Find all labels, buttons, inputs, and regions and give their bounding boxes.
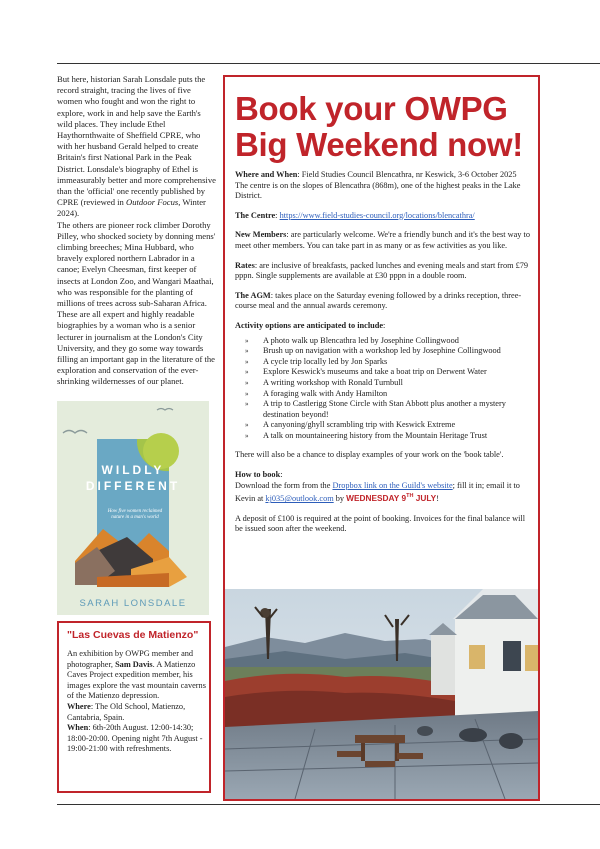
dropbox-link[interactable]: Dropbox link on the Guild's website: [332, 480, 453, 490]
book-title-line-2: DIFFERENT: [85, 479, 181, 493]
deposit-note: A deposit of £100 is required at the point of booking. Invoices for the final balance will be issued soon after the weekend.: [235, 513, 526, 534]
photographer-name: Sam Davis: [115, 659, 153, 669]
exhibition-intro: An exhibition by OWPG member and photographer, Sam Davis. A Matienzo Caves Project expedition member, his images explore the vast mountain caverns of the Matienzo depression.: [67, 649, 206, 701]
list-item: » A canyoning/ghyll scrambling trip with Keswick Extreme: [245, 420, 456, 430]
list-item: » A cycle trip locally led by Jon Sparks: [245, 356, 388, 366]
centre-link[interactable]: https://www.field-studies-council.org/locations/blencathra/: [279, 210, 475, 220]
list-item: » A photo walk up Blencathra led by Josephine Collingwood: [245, 335, 459, 345]
article-text: [57, 74, 217, 388]
how-to-book-paragraph: How to book: Download the form from the Dropbox link on the Guild's website; fill it in; email it to Kevin at kj035@outlook.com by WEDNESDAY 9TH JULY!: [235, 470, 520, 504]
publication-title: Outdoor Focus: [125, 197, 179, 208]
big-weekend-content: [235, 170, 531, 544]
big-weekend-box: [223, 75, 540, 801]
bullet-icon: »: [245, 421, 249, 430]
book-subtitle: How five women reclaimed nature in a man's world: [107, 509, 163, 520]
bullet-icon: »: [245, 347, 249, 356]
book-cover-image: [57, 401, 209, 615]
bullet-icon: »: [245, 378, 249, 387]
article-paragraph-2: The others are pioneer rock climber Dorothy Pilley, who shocked society by donning mens' climbing breeches; Mina Hubbard, who bravely explored northern Labrador in a canoe; Evelyn Cheesman, first keeper of insects at London Zoo, and Wangari Maathai, who was responsible for the planting of millions of trees across sub-Saharan Africa.: [57, 219, 216, 309]
bullet-icon: »: [245, 431, 249, 440]
exhibition-when: When: 6th-20th August. 12:00-14:30; 18:00-20:00. Opening night 7th August - 19:00-21:00 with refreshments.: [67, 723, 203, 754]
list-item: » Brush up on navigation with a workshop led by Josephine Collingwood: [245, 346, 501, 356]
list-item: » Explore Keswick's museums and take a boat trip on Derwent Water: [245, 367, 487, 377]
book-title-line-1: WILDLY: [101, 463, 165, 477]
article-paragraph-3: These are all expert and highly readable biographies by a woman who is a senior lecturer in journalism at the London's City University, and they go some way towards filling an important gap in the literature of the exploration and conservation of the ever-shrinking wildernesses of our planet.: [57, 309, 215, 387]
list-item: » A foraging walk with Andy Hamilton: [245, 388, 388, 398]
book-cover-art: [57, 401, 209, 615]
headline-line-1: Book your OWPG: [235, 90, 508, 127]
bottom-rule: [57, 804, 600, 805]
email-link[interactable]: kj035@outlook.com: [265, 494, 334, 504]
book-author: SARAH LONSDALE: [79, 598, 187, 609]
article-paragraph-1: But here, historian Sarah Lonsdale puts the record straight, tracing the lives of five women who fought and won the right to explore, work in and help save the Earth's wild places. They include Ethel Haythornthwaite of Sheffield CPRE, who with her husband Gerald helped to create Britain's first National Park in the Peak District. Lonsdale's biography of Ethel is immeasurably better and more comprehensive than the 'official' one recently published by CPRE (reviewed in Outdoor Focus, Winter 2024).: [57, 74, 216, 219]
display-note: There will also be a chance to display examples of your work on the 'book table'.: [235, 450, 504, 460]
headline-line-2: Big Weekend now!: [235, 126, 523, 163]
exhibition-title: "Las Cuevas de Matienzo": [67, 629, 199, 641]
bullet-icon: »: [245, 357, 249, 366]
blencathra-photo: [225, 589, 538, 799]
list-item: » A trip to Castlerigg Stone Circle with Stan Abbott plus another a mystery destination beyond!: [245, 399, 506, 419]
rates-paragraph: Rates: are inclusive of breakfasts, packed lunches and evening meals and start from £79 pppn. Single supplements are available at £30 pppn in a double room.: [235, 260, 529, 281]
centre-paragraph: The Centre: https://www.field-studies-council.org/locations/blencathra/: [235, 210, 475, 220]
exhibition-body: [67, 649, 207, 755]
headline: [235, 91, 523, 163]
agm-paragraph: The AGM: takes place on the Saturday evening followed by a drinks reception, three-course meal and the annual awards ceremony.: [235, 290, 522, 311]
exhibition-where: Where: The Old School, Matienzo, Cantabria, Spain.: [67, 701, 186, 722]
bullet-icon: »: [245, 389, 249, 398]
bullet-icon: »: [245, 400, 249, 409]
where-when-paragraph: Where and When: Field Studies Council Blencathra, nr Keswick, 3-6 October 2025 The centre is on the slopes of Blencathra (868m), one of the highest peaks in the Lake District.: [235, 170, 521, 201]
top-rule: [57, 63, 600, 64]
list-item: » A talk on mountaineering history from the Mountain Heritage Trust: [245, 430, 488, 440]
activities-list: [235, 336, 531, 442]
activities-heading: Activity options are anticipated to include:: [235, 320, 386, 330]
list-item: » A writing workshop with Ronald Turnbull: [245, 377, 403, 387]
bullet-icon: »: [245, 336, 249, 345]
exhibition-box: [57, 621, 211, 793]
bullet-icon: »: [245, 368, 249, 377]
blencathra-photo-art: [225, 589, 538, 799]
new-members-paragraph: New Members: are particularly welcome. We're a friendly bunch and it's the best way to meet other members. You can take part in as many or as few activities as you like.: [235, 230, 530, 250]
booking-deadline: WEDNESDAY 9TH JULY: [346, 493, 437, 504]
